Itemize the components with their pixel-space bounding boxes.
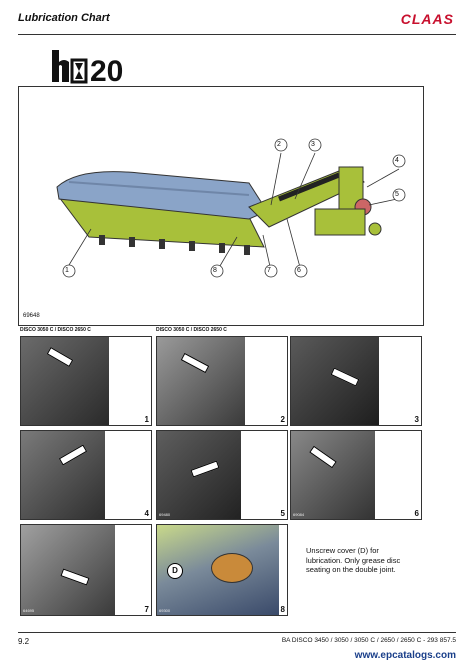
callout-6: 6 — [297, 267, 301, 274]
document-reference: BA DISCO 3450 / 3050 / 3050 C / 2650 / 2650 C - 293 857.5 — [281, 637, 456, 644]
photo-8 — [156, 524, 288, 616]
photo-7 — [20, 524, 152, 616]
callout-7: 7 — [267, 267, 271, 274]
footer-rule — [18, 632, 456, 633]
callout-3: 3 — [311, 141, 315, 148]
header-rule — [18, 34, 456, 35]
figure-number: 69648 — [23, 313, 40, 319]
photo-6 — [290, 430, 422, 520]
photo-number: 8 — [280, 605, 285, 614]
label-d: D — [167, 563, 183, 579]
lubrication-note: Unscrew cover (D) for lubrication. Only grease disc seating on the double joint. — [306, 546, 401, 574]
caption-right: DISCO 3050 C / DISCO 2650 C — [156, 327, 227, 333]
photo-1 — [20, 336, 152, 426]
photo-number: 5 — [280, 509, 285, 518]
photo-number: 7 — [144, 605, 149, 614]
callout-5: 5 — [395, 191, 399, 198]
callout-8: 8 — [213, 267, 217, 274]
photo-code: 69300 — [159, 608, 171, 613]
svg-text:20: 20 — [90, 55, 124, 84]
mower-overview-figure — [18, 86, 424, 326]
watermark: www.epcatalogs.com — [354, 650, 456, 661]
photo-code: 64695 — [23, 608, 35, 613]
photo-5 — [156, 430, 288, 520]
photo-2 — [156, 336, 288, 426]
photo-4 — [20, 430, 152, 520]
photo-number: 3 — [414, 415, 419, 424]
brand-logo: CLAAS — [400, 11, 454, 27]
photo-number: 1 — [144, 415, 149, 424]
callout-1: 1 — [65, 267, 69, 274]
photo-3 — [290, 336, 422, 426]
caption-left: DISCO 3050 C / DISCO 2650 C — [20, 327, 91, 333]
callout-2: 2 — [277, 141, 281, 148]
callout-4: 4 — [395, 157, 399, 164]
photo-code: 69480 — [159, 512, 171, 517]
photo-number: 2 — [280, 415, 285, 424]
photo-number: 6 — [414, 509, 419, 518]
page-title: Lubrication Chart — [18, 12, 110, 24]
mower-drawing — [19, 87, 423, 325]
photo-code: 69084 — [293, 512, 305, 517]
page-number: 9.2 — [18, 637, 30, 646]
lubrication-h20-logo — [50, 48, 140, 84]
photo-number: 4 — [144, 509, 149, 518]
